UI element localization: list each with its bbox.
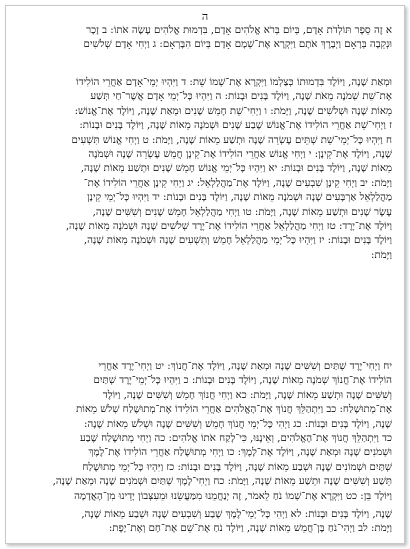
text-line: יח וַיְחִי־יֶרֶד שְׁתַּיִם וְשִׁשִּׁים שָׁנָה וּמְאַת שָׁנָה, וַיּוֹלֶד אֶת־חֲנוֹךְ: יט וַיְחִי־יֶרֶד אַחֲרֵי — [98, 361, 392, 372]
text-line: שָׁנָה, וַיּוֹלֶד בָּנִים וּבָנוֹת: כג וַיְהִי כָּל־יְמֵי חֲנוֹךְ חָמֵשׁ וְשִׁשִּׁים שָׁנָה וּשְׁלֹשׁ מֵאוֹת שָׁנָה: — [83, 418, 392, 430]
text-line: אֶת־מְתוּשָׁלַח: כב וַיִּתְהַלֵּךְ חֲנוֹךְ אֶת־הָאֱלֹהִים אַחֲרֵי הוֹלִידוֹ אֶת־מְתוּשֶׁלַח שְׁלֹשׁ מֵאוֹת — [76, 404, 392, 416]
text-line: שָׁנָה, וַיּוֹלֶד אֶת־קֵינָן: י וַיְחִי אֱנוֹשׁ אַחֲרֵי הוֹלִידוֹ אֶת־קֵינָן חֲמֵשׁ עֶשְׂרֵה שָׁנָה וּשְׁמֹנֶה — [88, 149, 392, 161]
text-line: ח וַיִּהְיוּ כָּל־יְמֵי־שֵׁת שְׁתֵּים עֶשְׂרֵה שָׁנָה וּתְשַׁע מֵאוֹת שָׁנָה, וַיָּמֹת: ט וַיְחִי אֱנוֹשׁ תִּשְׁעִים — [71, 134, 392, 146]
paragraph-3 — [18, 360, 392, 504]
text-line: וּנְקֵבָה בְּרָאָם וַיְבָרֶךְ אֹתָם וַיִּקְרָא אֶת־שְׁמָם אָדָם בְּיוֹם הִבָּרְאָם: ג וַיְחִי אָדָם שְׁלֹשִׁים — [83, 39, 392, 51]
paragraph-1 — [18, 24, 392, 53]
text-line: מַהֲלַלְאֵל אַרְבָּעִים שָׁנָה וּשְׁמֹנֶה מֵאוֹת שָׁנָה, וַיּוֹלֶד בָּנִים וּבָנוֹת: יד וַיִּהְיוּ כָּל־יְמֵי קֵינָן — [87, 192, 392, 204]
paragraph-4 — [18, 508, 392, 537]
chapter-number: ה — [201, 10, 209, 23]
text-line: ז וַיְחִי־שֵׁת אַחֲרֵי הוֹלִידוֹ אֶת־אֱנוֹשׁ שֶׁבַע שָׁנִים וּשְׁמֹנֶה מֵאוֹת שָׁנָה, וַיּוֹלֶד בָּנִים וּבָנוֹת: — [79, 120, 392, 132]
text-line: וַיָּמֹת: לב וַיְהִי־נֹחַ בֶּן־חֲמֵשׁ מֵאוֹת שָׁנָה, וַיּוֹלֶד נֹחַ אֶת־שֵׁם אֶת־חָם וְאֶת־יָפֶת: — [108, 523, 392, 535]
text-line: שְׁתַּיִם וּשְׁמוֹנִים שָׁנָה וּשְׁבַע מֵאוֹת שָׁנָה, וַיּוֹלֶד בָּנִים וּבָנוֹת: כז וַיִּהְיוּ כָּל־יְמֵי מְתוּשֶׁלַח — [82, 461, 392, 473]
text-line: מֵאוֹת שָׁנָה, וַיּוֹלֶד בָּנִים וּבָנוֹת: יא וַיִּהְיוּ כָּל־יְמֵי אֱנוֹשׁ חָמֵשׁ שָׁנִים וּתְשַׁע מֵאוֹת שָׁנָה, — [80, 163, 392, 175]
text-line: אֶת־שֵׁת שְׁמֹנֶה מֵאֹת שָׁנָה, וַיּוֹלֶד בָּנִים וּבָנוֹת: ה וַיִּהְיוּ כָּל־יְמֵי אָדָם אֲשֶׁר־חַי תְּשַׁע — [90, 91, 392, 103]
text-line: וַיָּמֹת: יב וַיְחִי קֵינָן שִׁבְעִים שָׁנָה, וַיּוֹלֶד אֶת־מַהֲלַלְאֵל: יג וַיְחִי קֵינָן אַחֲרֵי הוֹלִידוֹ אֶת־ — [83, 177, 392, 189]
text-line: וּמְאַת שָׁנָה, וַיּוֹלֶד בִּדְמוּתוֹ כְּצַלְמוֹ וַיִּקְרָא אֶת־שְׁמוֹ שֵׁת: ד וַיִּהְיוּ יְמֵי־אָדָם אַחֲרֵי הוֹלִידוֹ — [76, 77, 392, 88]
text-line: וַיּוֹלֶד אֶת־יָרֶד: טז וַיְחִי מַהֲלַלְאֵל אַחֲרֵי הוֹלִידוֹ אֶת־יֶרֶד שְׁלֹשִׁים שָׁנָה וּשְׁמֹנֶה מֵאוֹת שָׁנָה, — [65, 221, 392, 233]
text-line: שָׁנָה, וַיּוֹלֶד בָּנִים וּבָנוֹת: לא וַיְהִי כָּל־יְמֵי־לֶמֶךְ שֶׁבַע וְשִׁבְעִים שָׁנָה וּשְׁבַע מֵאוֹת שָׁנָה, — [81, 509, 392, 520]
document-page — [5, 5, 405, 544]
text-line: וַיּוֹלֶד בָּנִים וּבָנוֹת: יז וַיִּהְיוּ כָּל־יְמֵי מַהֲלַלְאֵל חָמֵשׁ וְתִשְׁעִים שָׁנָה וּשְׁמֹנֶה מֵאוֹת שָׁנָה, — [83, 235, 392, 247]
text-line: מֵאוֹת שָׁנָה וּשְׁלֹשִׁים שָׁנָה, וַיָּמֹת: ו וַיְחִי־שֵׁת חָמֵשׁ שָׁנִים וּמְאַת שָׁנָה, וַיּוֹלֶד אֶת־אֱנוֹשׁ: — [74, 105, 392, 117]
text-line: וּשְׁמֹנִים שָׁנָה וּמְאַת שָׁנָה, וַיּוֹלֶד אֶת־לָמֶךְ: כו וַיְחִי מְתוּשֶׁלַח אַחֲרֵי הוֹלִידוֹ אֶת־לֶמֶךְ — [88, 447, 392, 459]
text-line: א זֶה סֵפֶר תּוֹלְדֹת אָדָם, בְּיוֹם בְּרֹא אֱלֹהִים אָדָם, בִּדְמוּת אֱלֹהִים עָשָׂה אֹתוֹ: ב זָכָר — [86, 25, 392, 36]
paragraph-2 — [18, 76, 392, 263]
text-line: וְשִׁשִּׁים שָׁנָה וּתְשַׁע מֵאוֹת שָׁנָה, וַיָּמֹת: כא וַיְחִי חֲנוֹךְ חָמֵשׁ וְשִׁשִּׁים שָׁנָה, וַיּוֹלֶד — [102, 389, 392, 401]
text-line: תֵּשַׁע וְשִׁשִּׁים שָׁנָה וּתְשַׁע מֵאוֹת שָׁנָה, וַיָּמֹת: כח וַיְחִי־לֶמֶךְ שְׁתַּיִם וּשְׁמֹנִים שָׁנָה וּמְאַת שָׁנָה, — [52, 476, 392, 488]
text-line: הוֹלִידוֹ אֶת־חֲנוֹךְ שְׁמֹנֶה מֵאוֹת שָׁנָה, וַיּוֹלֶד בָּנִים וּבָנוֹת: כ וַיִּהְיוּ כָּל־יְמֵי־יֶרֶד שְׁתַּיִם — [93, 375, 392, 387]
text-line: כד וַיִּתְהַלֵּךְ חֲנוֹךְ אֶת־הָאֱלֹהִים, וְאֵינֶנּוּ, כִּי־לָקַח אֹתוֹ אֱלֹהִים: כה וַיְחִי מְתוּשֶׁלַח שֶׁבַע — [79, 433, 392, 445]
text-line: וַיָּמֹת: — [371, 249, 392, 261]
text-line: וַיּוֹלֶד בֵּן: כט וַיִּקְרָא אֶת־שְׁמוֹ נֹחַ לֵאמֹר, זֶה יְנַחֲמֵנוּ מִמַּעֲשֵׂנוּ וּמֵעִצְּבוֹן יָדֵינוּ מִן־הָאֲדָמָה — [74, 490, 392, 502]
text-line: עֶשֶׂר שָׁנִים וּתְשַׁע מֵאוֹת שָׁנָה, וַיָּמֹת: טו וַיְחִי מַהֲלַלְאֵל חָמֵשׁ שָׁנִים וְשִׁשִּׁים שָׁנָה, — [92, 206, 392, 218]
